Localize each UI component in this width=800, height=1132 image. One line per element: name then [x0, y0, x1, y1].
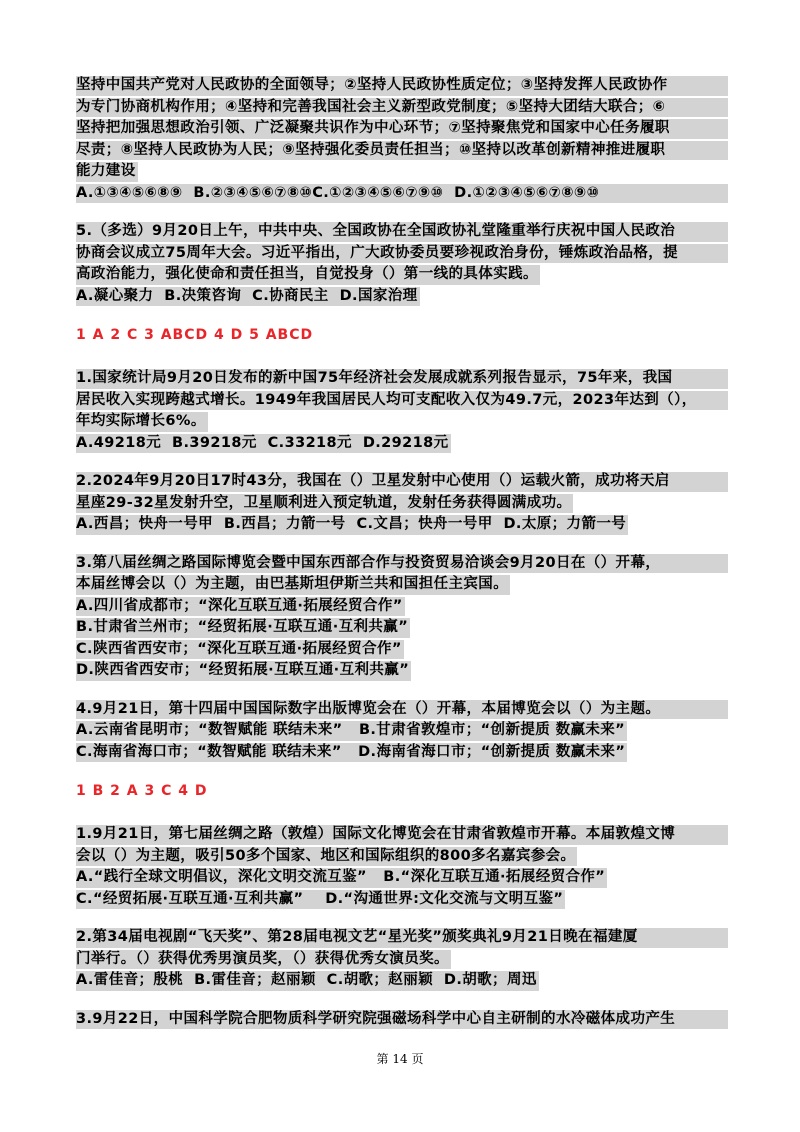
- text-line: 本届丝博会以（）为主题，由巴基斯坦伊斯兰共和国担任主宾国。: [76, 575, 510, 595]
- answer-key: 1 A 2 C 3 ABCD 4 D 5 ABCD: [76, 327, 314, 343]
- document-page: [76, 76, 726, 1048]
- options-line: A.云南省昆明市；“数智赋能 联结未来” B.甘肃省敦煌市；“创新提质 数赢未来”: [76, 721, 627, 741]
- page-number: 第 14 页: [376, 1052, 424, 1066]
- options-line: A.西昌；快舟一号甲 B.西昌；力箭一号 C.文昌；快舟一号甲 D.太原；力箭一号: [76, 515, 628, 535]
- question-block-s2q3: [76, 554, 726, 681]
- text-line: 能力建设: [76, 162, 138, 182]
- text-line: 4.9月21日，第十四届中国国际数字出版博览会在（）开幕，本届博览会以（）为主题。: [76, 700, 728, 720]
- text-line: 5.（多选）9月20日上午，中共中央、全国政协在全国政协礼堂隆重举行庆祝中国人民政治: [76, 222, 728, 242]
- text-line: 2.2024年9月20日17时43分，我国在（）卫星发射中心使用（）运载火箭，成功将天启: [76, 472, 728, 492]
- question-block-p0: [76, 76, 726, 203]
- options-line: A.雷佳音；殷桃 B.雷佳音；赵丽颖 C.胡歌；赵丽颖 D.胡歌；周迅: [76, 971, 539, 991]
- options-line: A.“践行全球文明倡议，深化文明交流互鉴” B.“深化互联互通·拓展经贸合作”: [76, 868, 607, 888]
- option-line: D.陕西省西安市；“经贸拓展·互联互通·互利共赢”: [76, 661, 411, 681]
- options-line: A.①③④⑤⑥⑧⑨ B.②③④⑤⑥⑦⑧⑩C.①②③④⑤⑥⑦⑨⑩ D.①②③④⑤⑥⑦⑧⑨⑩: [76, 184, 728, 204]
- question-block-s2q4: [76, 700, 726, 763]
- option-line: C.陕西省西安市；“深化互联互通·拓展经贸合作”: [76, 640, 404, 660]
- text-line: 坚持把加强思想政治引领、广泛凝聚共识作为中心环节；⑦坚持聚焦党和国家中心任务履职: [76, 119, 728, 139]
- text-line: 1.国家统计局9月20日发布的新中国75年经济社会发展成就系列报告显示，75年来，我国: [76, 369, 728, 389]
- question-block-s2q2: [76, 472, 726, 535]
- options-line: C.海南省海口市；“数智赋能 联结未来” D.海南省海口市；“创新提质 数赢未来”: [76, 743, 627, 763]
- text-line: 协商会议成立75周年大会。习近平指出，广大政协委员要珍视政治身份，锤炼政治品格，提: [76, 244, 728, 264]
- option-line: B.甘肃省兰州市；“经贸拓展·互联互通·互利共赢”: [76, 618, 410, 638]
- text-line: 会以（）为主题，吸引50多个国家、地区和国际组织的800多名嘉宾参会。: [76, 847, 577, 867]
- text-line: 3.第八届丝绸之路国际博览会暨中国东西部合作与投资贸易洽谈会9月20日在（）开幕，: [76, 554, 728, 574]
- question-block-s3q3: [76, 1010, 726, 1030]
- options-line: A.49218元 B.39218元 C.33218元 D.29218元: [76, 434, 451, 454]
- text-line: 星座29-32星发射升空，卫星顺利进入预定轨道，发射任务获得圆满成功。: [76, 494, 573, 514]
- text-line: 居民收入实现跨越式增长。1949年我国居民人均可支配收入仅为49.7元，2023年达到（），: [76, 391, 728, 411]
- question-block-q5: [76, 222, 726, 306]
- answer-key: 1 B 2 A 3 C 4 D: [76, 783, 208, 799]
- text-line: 年均实际增长6%。: [76, 412, 208, 432]
- options-line: C.“经贸拓展·互联互通·互利共赢” D.“沟通世界:文化交流与文明互鉴”: [76, 890, 565, 910]
- text-line: 坚持中国共产党对人民政协的全面领导；②坚持人民政协性质定位；③坚持发挥人民政协作: [76, 76, 728, 96]
- question-block-s3q1: [76, 825, 726, 909]
- option-line: A.四川省成都市；“深化互联互通·拓展经贸合作”: [76, 597, 405, 617]
- text-line: 高政治能力，强化使命和责任担当，自觉投身（）第一线的具体实践。: [76, 265, 540, 285]
- text-line: 尽责；⑧坚持人民政协为人民；⑨坚持强化委员责任担当；⑩坚持以改革创新精神推进履职: [76, 141, 728, 161]
- text-line: 门举行。（）获得优秀男演员奖，（）获得优秀女演员奖。: [76, 950, 451, 970]
- options-line: A.凝心聚力 B.决策咨询 C.协商民主 D.国家治理: [76, 287, 420, 307]
- text-line: 为专门协商机构作用；④坚持和完善我国社会主义新型政党制度；⑤坚持大团结大联合；⑥: [76, 98, 728, 118]
- text-line: 2.第34届电视剧“飞天奖”、第28届电视文艺“星光奖”颁奖典礼9月21日晚在福建厦: [76, 928, 728, 948]
- text-line: 3.9月22日，中国科学院合肥物质科学研究院强磁场科学中心自主研制的水冷磁体成功产生: [76, 1010, 728, 1030]
- question-block-s2q1: [76, 369, 726, 453]
- text-line: 1.9月21日，第七届丝绸之路（敦煌）国际文化博览会在甘肃省敦煌市开幕。本届敦煌文博: [76, 825, 728, 845]
- question-block-s3q2: [76, 928, 726, 991]
